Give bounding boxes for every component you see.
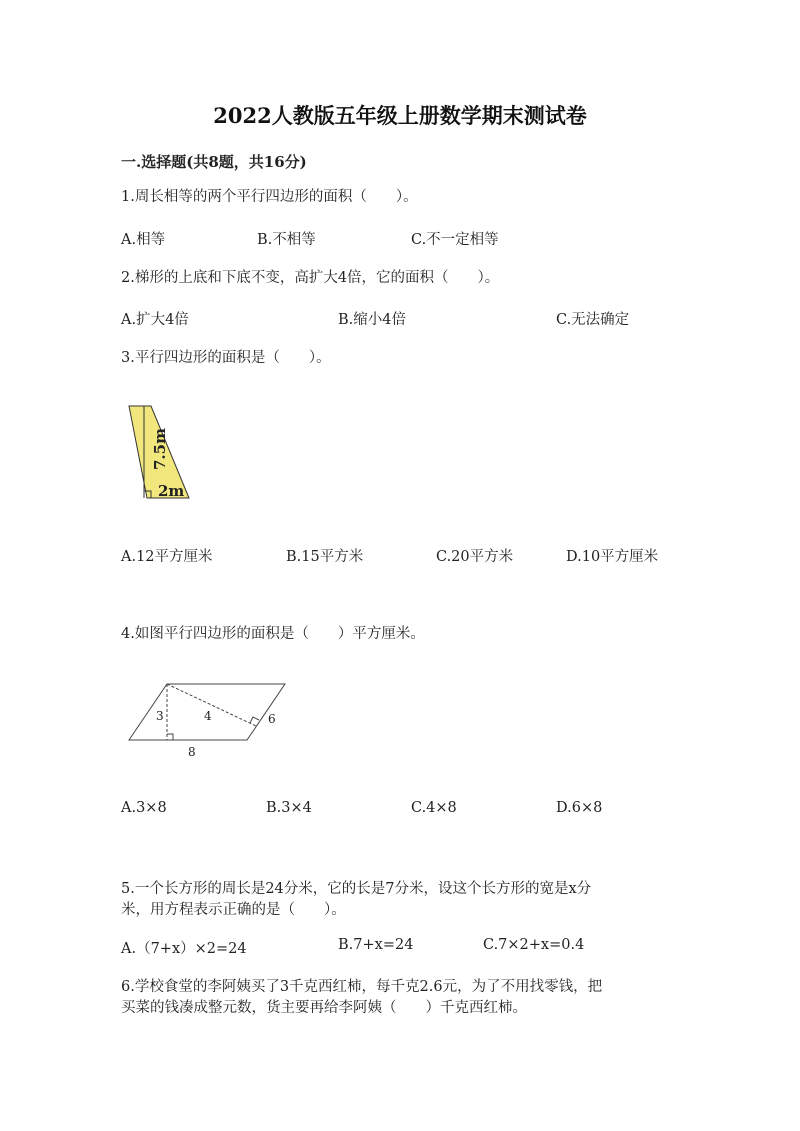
question-4-option-d: D.6×8 bbox=[556, 800, 603, 816]
question-5-option-a: A.（7+x）×2=24 bbox=[121, 941, 247, 957]
base-label: 2m bbox=[158, 482, 185, 500]
question-2-option-b: B.缩小4倍 bbox=[338, 312, 406, 328]
label-8: 8 bbox=[188, 745, 196, 759]
right-angle-mark-side bbox=[250, 717, 259, 723]
question-2-option-c: C.无法确定 bbox=[556, 312, 630, 328]
question-5-option-c: C.7×2+x=0.4 bbox=[483, 937, 585, 953]
question-3-text: 3.平行四边形的面积是（ ）。 bbox=[121, 350, 331, 366]
label-4: 4 bbox=[204, 709, 212, 723]
question-1-option-a: A.相等 bbox=[121, 232, 166, 248]
question-4-option-a: A.3×8 bbox=[121, 800, 167, 816]
question-3-option-a: A.12平方厘米 bbox=[121, 549, 213, 565]
question-5-text-line-2: 米，用方程表示正确的是（ ）。 bbox=[121, 902, 346, 918]
question-2-option-a: A.扩大4倍 bbox=[121, 312, 189, 328]
question-6-text-line-2: 买菜的钱凑成整元数，货主要再给李阿姨（ ）千克西红柿。 bbox=[121, 1000, 527, 1016]
parallelogram-figure-yellow bbox=[125, 400, 195, 510]
question-3-option-b: B.15平方米 bbox=[286, 549, 364, 565]
question-1-text: 1.周长相等的两个平行四边形的面积（ ）。 bbox=[121, 189, 418, 205]
question-4-text: 4.如图平行四边形的面积是（ ）平方厘米。 bbox=[121, 626, 425, 642]
right-angle-mark-base bbox=[167, 734, 173, 740]
parallelogram-figure-dashed bbox=[125, 676, 295, 766]
page-title: 2022人教版五年级上册数学期末测试卷 bbox=[213, 103, 587, 128]
question-2-text: 2.梯形的上底和下底不变，高扩大4倍，它的面积（ ）。 bbox=[121, 270, 500, 286]
question-3-option-c: C.20平方米 bbox=[436, 549, 514, 565]
question-3-option-d: D.10平方厘米 bbox=[566, 549, 659, 565]
question-6-text-line-1: 6.学校食堂的李阿姨买了3千克西红柿，每千克2.6元，为了不用找零钱，把 bbox=[121, 979, 603, 995]
question-1-option-c: C.不一定相等 bbox=[411, 232, 499, 248]
section-heading: 一.选择题(共8题，共16分) bbox=[121, 153, 307, 171]
question-5-option-b: B.7+x=24 bbox=[338, 937, 414, 953]
question-5-text-line-1: 5.一个长方形的周长是24分米，它的长是7分米，设这个长方形的宽是x分 bbox=[121, 881, 592, 897]
question-4-option-c: C.4×8 bbox=[411, 800, 457, 816]
question-1-option-b: B.不相等 bbox=[257, 232, 316, 248]
question-4-option-b: B.3×4 bbox=[266, 800, 312, 816]
label-3: 3 bbox=[156, 709, 164, 723]
label-6: 6 bbox=[268, 712, 276, 726]
height-label: 7.5m bbox=[151, 428, 169, 470]
